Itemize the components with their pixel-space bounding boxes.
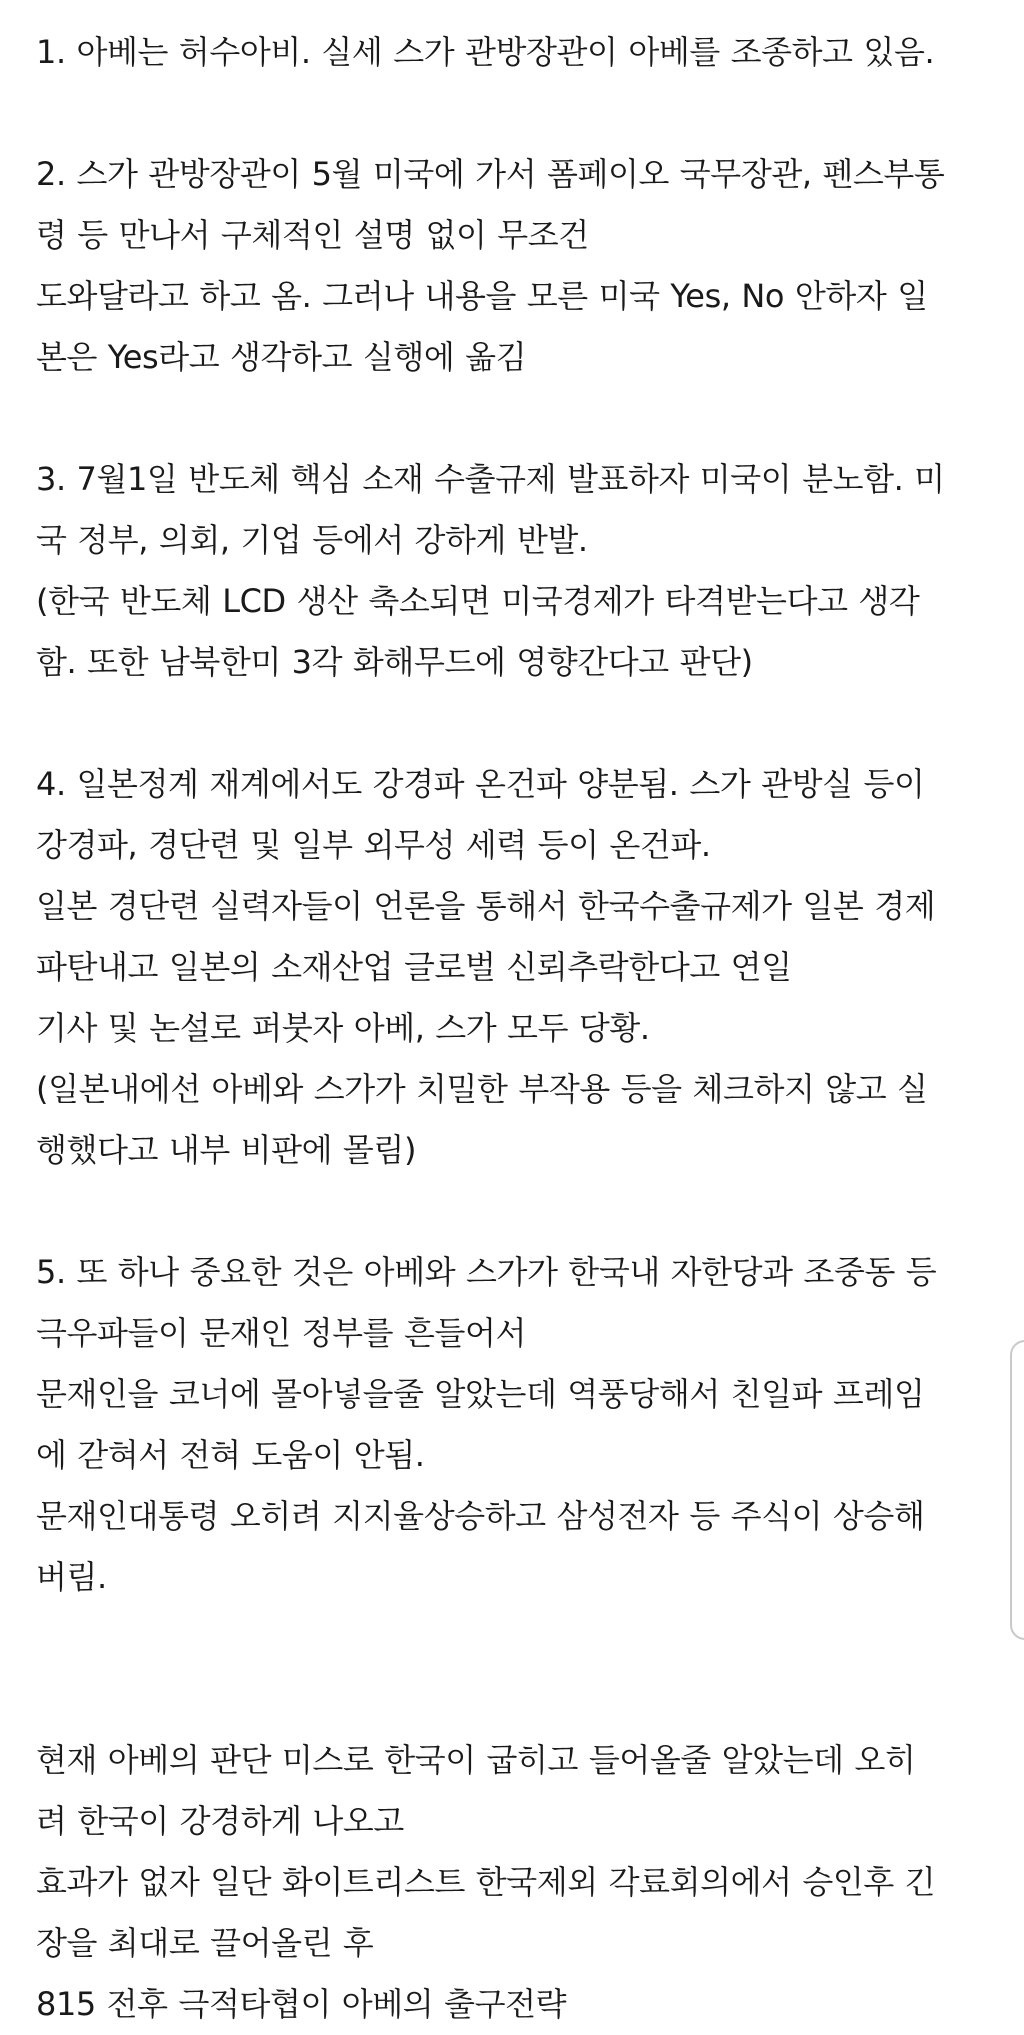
text-line: 4. 일본정계 재계에서도 강경파 온건파 양분됨. 스가 관방실 등이 bbox=[36, 765, 925, 803]
text-line: 기사 및 논설로 퍼붓자 아베, 스가 모두 당황. bbox=[36, 1009, 650, 1047]
text-line: 3. 7월1일 반도체 핵심 소재 수출규제 발표하자 미국이 분노함. 미 bbox=[36, 460, 945, 498]
text-line: 1. 아베는 허수아비. 실세 스가 관방장관이 아베를 조종하고 있음. bbox=[36, 33, 935, 71]
paragraph-gap bbox=[36, 693, 986, 754]
paragraph-gap bbox=[36, 1608, 986, 1730]
text-line: 일본 경단련 실력자들이 언론을 통해서 한국수출규제가 일본 경제 bbox=[36, 887, 936, 925]
text-line: 2. 스가 관방장관이 5월 미국에 가서 폼페이오 국무장관, 펜스부통 bbox=[36, 155, 945, 193]
text-line: 도와달라고 하고 옴. 그러나 내용을 모른 미국 Yes, No 안하자 일 bbox=[36, 277, 928, 315]
text-line: 장을 최대로 끌어올린 후 bbox=[36, 1924, 374, 1962]
text-line: 효과가 없자 일단 화이트리스트 한국제외 각료회의에서 승인후 긴 bbox=[36, 1863, 936, 1901]
text-line: 5. 또 하나 중요한 것은 아베와 스가가 한국내 자한당과 조중동 등 bbox=[36, 1253, 937, 1291]
text-line: 본은 Yes라고 생각하고 실행에 옮김 bbox=[36, 338, 527, 376]
text-line: (한국 반도체 LCD 생산 축소되면 미국경제가 타격받는다고 생각 bbox=[36, 582, 920, 620]
text-line: 국 정부, 의회, 기업 등에서 강하게 반발. bbox=[36, 521, 588, 559]
text-line: 함. 또한 남북한미 3각 화해무드에 영향간다고 판단) bbox=[36, 643, 753, 681]
text-line: 행했다고 내부 비판에 몰림) bbox=[36, 1131, 417, 1169]
article-body bbox=[36, 22, 986, 2035]
paragraph-gap bbox=[36, 1181, 986, 1242]
text-line: 문재인대통령 오히려 지지율상승하고 삼성전자 등 주식이 상승해 bbox=[36, 1497, 925, 1535]
text-line: 현재 아베의 판단 미스로 한국이 굽히고 들어올줄 알았는데 오히 bbox=[36, 1741, 916, 1779]
text-line: 파탄내고 일본의 소재산업 글로벌 신뢰추락한다고 연일 bbox=[36, 948, 792, 986]
text-line: 에 갇혀서 전혀 도움이 안됨. bbox=[36, 1436, 425, 1474]
paragraph-gap bbox=[36, 83, 986, 144]
scrollbar-handle[interactable] bbox=[1010, 1340, 1024, 1640]
text-line: 령 등 만나서 구체적인 설명 없이 무조건 bbox=[36, 216, 589, 254]
text-line: 버림. bbox=[36, 1558, 107, 1596]
text-line: 815 전후 극적타협이 아베의 출구전략 bbox=[36, 1985, 567, 2023]
text-line: (일본내에선 아베와 스가가 치밀한 부작용 등을 체크하지 않고 실 bbox=[36, 1070, 928, 1108]
text-line: 려 한국이 강경하게 나오고 bbox=[36, 1802, 404, 1840]
text-line: 강경파, 경단련 및 일부 외무성 세력 등이 온건파. bbox=[36, 826, 711, 864]
paragraph-gap bbox=[36, 388, 986, 449]
text-line: 문재인을 코너에 몰아넣을줄 알았는데 역풍당해서 친일파 프레임 bbox=[36, 1375, 925, 1413]
text-line: 극우파들이 문재인 정부를 흔들어서 bbox=[36, 1314, 526, 1352]
